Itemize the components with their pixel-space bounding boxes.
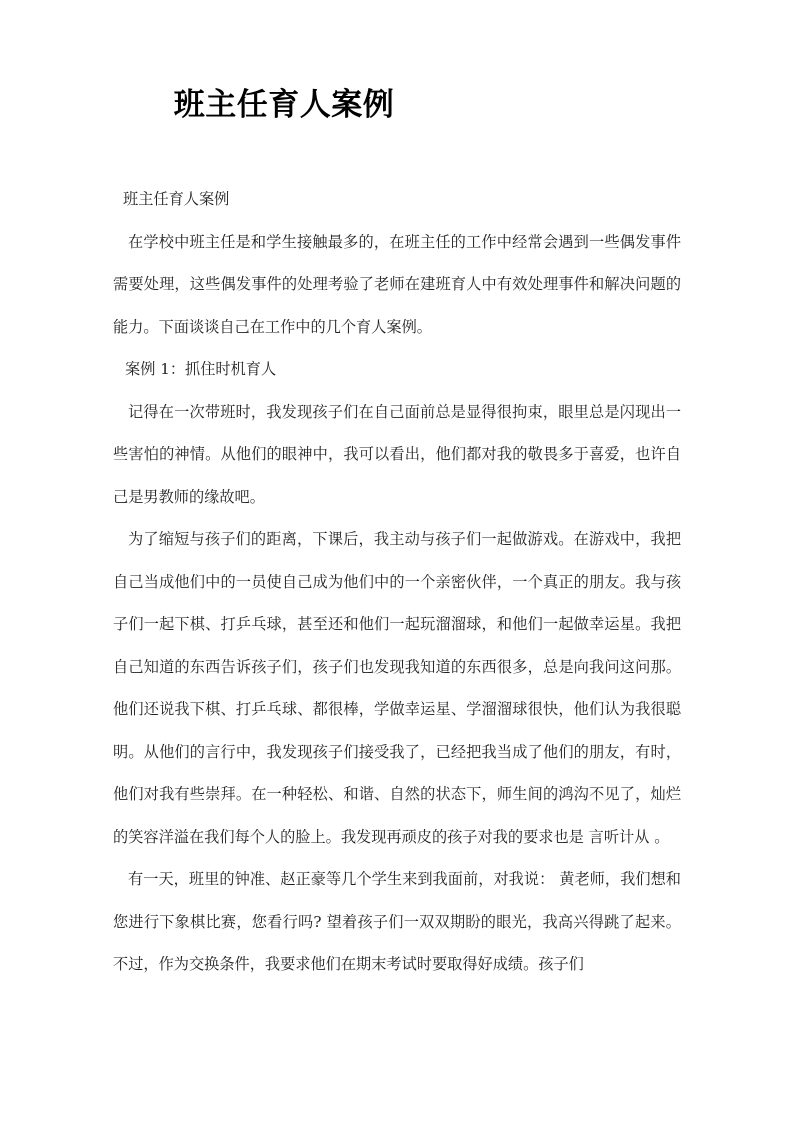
case-1-heading: 案例 1：抓住时机育人 bbox=[125, 360, 277, 378]
document-subtitle-line: 班主任育人案例 bbox=[123, 190, 230, 208]
case-1-paragraph-2: 为了缩短与孩子们的距离，下课后，我主动与孩子们一起做游戏。在游戏中，我把自己当成他们中的一员使自己成为他们中的一个亲密伙伴，一个真正的朋友。我与孩子们一起下棋、打乒乓球，甚至还和他们一起玩溜溜球，和他们一起做幸运星。我把自己知道的东西告诉孩子们，孩子们也发现我知道的东西很多，总是向我问这问那。他们还说我下棋、打乒乓球、都很棒，学做幸运星、学溜溜球很快，他们认为我很聪明。从他们的言行中，我发现孩子们接受我了，已经把我当成了他们的朋友，有时，他们对我有些崇拜。在一种轻松、和谐、自然的状态下，师生间的鸿沟不见了，灿烂的笑容洋溢在我们每个人的脸上。我发现再顽皮的孩子对我的要求也是 言听计从 。 bbox=[113, 530, 681, 846]
page-title: 班主任育人案例 bbox=[173, 87, 395, 123]
case-1-paragraph-1: 记得在一次带班时，我发现孩子们在自己面前总是显得很拘束，眼里总是闪现出一些害怕的神情。从他们的眼神中，我可以看出，他们都对我的敬畏多于喜爱，也许自己是男教师的缘故吧。 bbox=[113, 402, 681, 506]
case-1-paragraph-3: 有一天，班里的钟准、赵正豪等几个学生来到我面前，对我说： 黄老师，我们想和您进行下象棋比赛，您看行吗? 望着孩子们一双双期盼的眼光，我高兴得跳了起来。不过，作为交换条件，我要求他们在期末考试时要取得好成绩。孩子们 bbox=[113, 870, 681, 973]
body-text-flow bbox=[113, 178, 681, 986]
intro-paragraph: 在学校中班主任是和学生接触最多的，在班主任的工作中经常会遇到一些偶发事件需要处理，这些偶发事件的处理考验了老师在建班育人中有效处理事件和解决问题的能力。下面谈谈自己在工作中的几个育人案例。 bbox=[113, 232, 681, 336]
